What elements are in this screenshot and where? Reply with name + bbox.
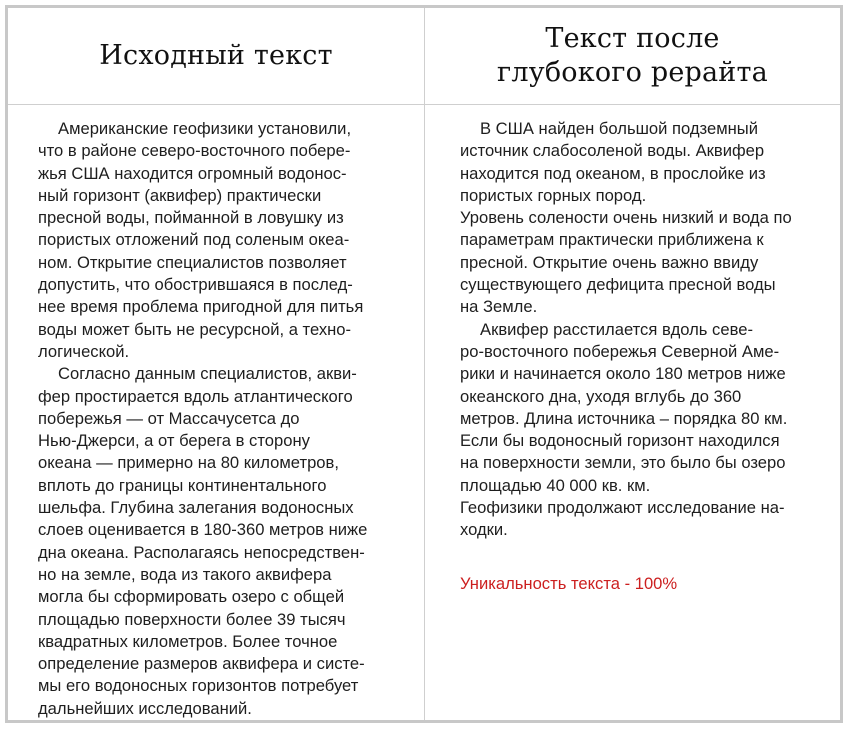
text-line: вплоть до границы континентального [38, 475, 327, 495]
text-line: источник слабосоленой воды. Аквифер [460, 141, 765, 161]
header-rewritten-text [425, 8, 840, 104]
text-line: воды может быть не ресурсной, а техно- [38, 319, 352, 339]
text-line: Если бы водоносный горизонт находился [460, 431, 780, 451]
text-line: слоев оценивается в 180-360 метров ниже [38, 520, 368, 540]
text-line: Геофизики продолжают исследование на- [460, 498, 785, 518]
text-line: дна океана. Располагаясь непосредствен- [38, 542, 365, 562]
text-line: океана — примерно на 80 километров, [38, 453, 339, 473]
text-line: нее время проблема пригодной для питья [38, 297, 364, 317]
text-line: ном. Открытие специалистов позволяет [38, 252, 347, 272]
original-text-column [38, 118, 410, 720]
text-line: Аквифер расстилается вдоль севе- [480, 319, 753, 339]
text-line: находится под океаном, в прослойке из [460, 163, 766, 183]
text-line: океанского дна, уходя вглубь до 360 [460, 386, 742, 406]
text-line: ный горизонт (аквифер) практически [38, 185, 322, 205]
text-line: В США найден большой подземный [480, 119, 758, 138]
text-line: но на земле, вода из такого аквифера [38, 564, 332, 584]
text-line: Согласно данным специалистов, акви- [58, 364, 357, 384]
text-line: параметрам практически приближена к [460, 230, 764, 250]
text-line: существующего дефицита пресной воды [460, 275, 776, 295]
column-divider [424, 8, 425, 720]
header-original-text: Исходный текст [99, 40, 333, 71]
text-line: дальнейших исследований. [38, 698, 252, 718]
text-line: пористых отложений под соленым океа- [38, 230, 350, 250]
text-line: Американские геофизики установили, [58, 119, 352, 138]
text-line: Нью-Джерси, а от берега в сторону [38, 431, 310, 451]
text-line: площадью поверхности более 39 тысяч [38, 609, 346, 629]
text-line: логической. [38, 341, 130, 361]
text-line: определение размеров аквифера и систе- [38, 654, 365, 674]
text-line: на Земле. [460, 297, 538, 317]
text-line: побережья — от Массачусетса до [38, 408, 300, 428]
text-line: шельфа. Глубина залегания водоносных [38, 498, 354, 518]
text-line: рики и начинается около 180 метров ниже [460, 364, 786, 384]
text-line: пресной воды, пойманной в ловушку из [38, 208, 344, 228]
text-line: пресной. Открытие очень важно ввиду [460, 252, 759, 272]
header-rewritten-line-1: Текст после [545, 23, 720, 54]
text-line: ро-восточного побережья Северной Аме- [460, 341, 780, 361]
text-line: площадью 40 000 кв. км. [460, 475, 651, 495]
uniqueness-label: Уникальность текста - 100% [460, 574, 678, 593]
text-line: что в районе северо-восточного побере- [38, 141, 351, 161]
header-divider [8, 104, 840, 105]
header-rewritten-line-2: глубокого рерайта [497, 57, 768, 88]
text-line: Уровень солености очень низкий и вода по [460, 208, 792, 228]
text-line: квадратных километров. Более точное [38, 631, 338, 651]
text-line: жья США находится огромный водонос- [38, 163, 347, 183]
text-line: метров. Длина источника – порядка 80 км. [460, 408, 788, 428]
text-line: пористых горных пород. [460, 185, 647, 205]
text-line: ходки. [460, 520, 508, 540]
text-line: могла бы сформировать озеро с общей [38, 587, 345, 607]
text-line: фер простирается вдоль атлантического [38, 386, 353, 406]
text-line: на поверхности земли, это было бы озеро [460, 453, 786, 473]
rewritten-text-column [460, 118, 832, 542]
text-line: допустить, что обострившаяся в послед- [38, 275, 353, 295]
text-line: мы его водоносных горизонтов потребует [38, 676, 359, 696]
